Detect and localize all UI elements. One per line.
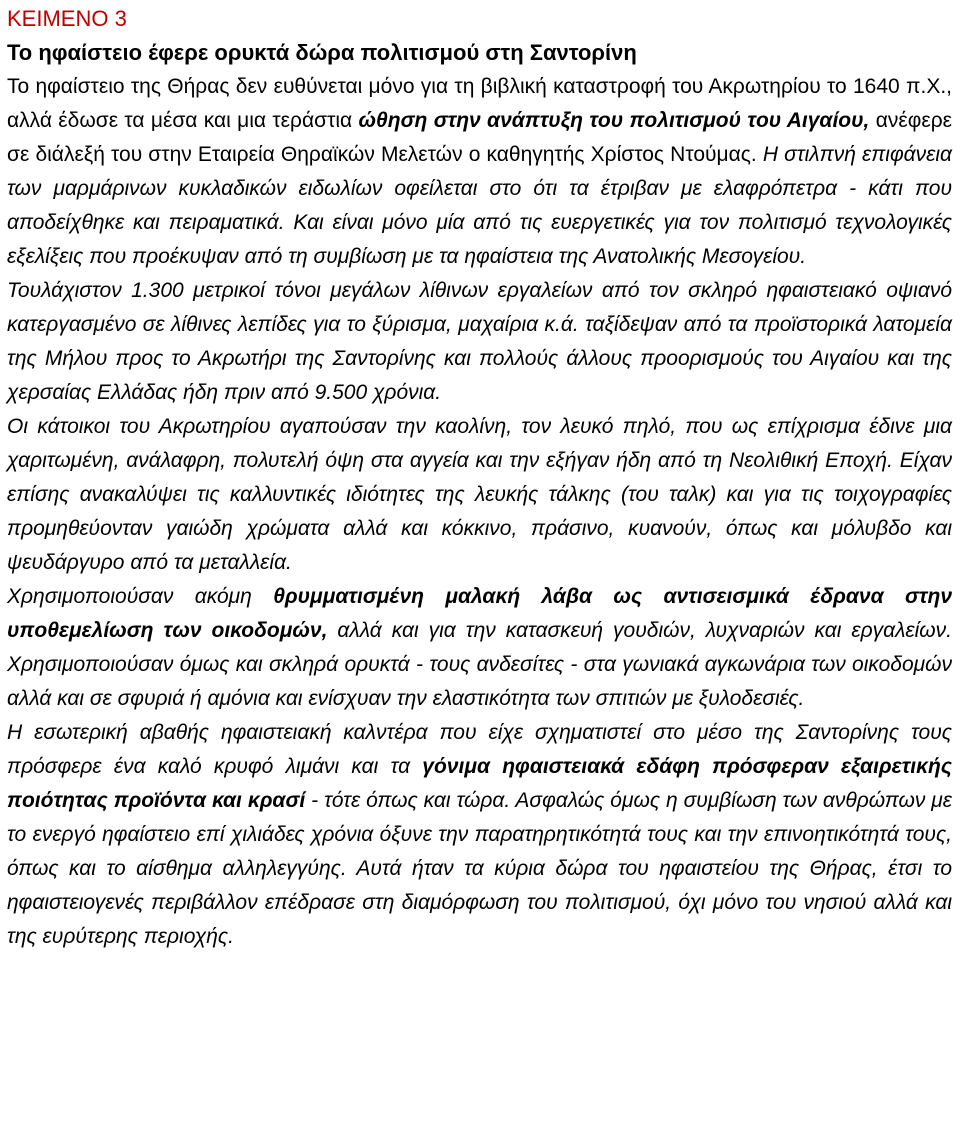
paragraph-3: Οι κάτοικοι του Ακρωτηρίου αγαπούσαν την καολίνη, τον λευκό πηλό, που ως επίχρισμα έδινε μια χαριτωμένη, ανάλαφρη, πολυτελή όψη στα αγγεία και την εξήγαν ήδη από τη Νεολιθική Εποχή. Είχαν επίσης ανακαλύψει τις καλλυντικές ιδιότητες της λευκής τάλκης (του ταλκ) και για τις τοιχογραφίες προμηθεύονταν γαιώδη χρώματα αλλά και κόκκινο, πράσινο, κυανούν, όπως και μόλυβδο και ψευδάργυρο από τα μεταλλεία.	[7, 415, 952, 574]
paragraph-4-text-a: Χρησιμοποιούσαν ακόμη	[7, 585, 274, 608]
paragraph-4-emphasis: θρυμματισμένη μαλακή λάβα ως αντισεισμικά έδρανα στην υποθεμελίωση των οικοδομών,	[7, 585, 953, 642]
paragraph-5-text-a: Η εσωτερική αβαθής ηφαιστειακή καλντέρα που είχε σχηματιστεί στο μέσο της Σαντορίνης τους πρόσφερε ένα καλό κρυφό λιμάνι και τα	[7, 721, 952, 778]
paragraph-4	[7, 580, 952, 716]
paragraph-4-text-c: αλλά και για την κατασκευή γουδιών, λυχναριών και εργαλείων. Χρησιμοποιούσαν όμως και σκληρά ορυκτά - τους ανδεσίτες - στα γωνιακά αγκωνάρια των οικοδομών αλλά και σε σφυριά ή αμόνια και ενίσχυαν την ελαστικότητα των σπιτιών με ξυλοδεσιές.	[7, 619, 952, 710]
paragraph-1-text-d: Η στιλπνή επιφάνεια των μαρμάρινων κυκλαδικών ειδωλίων οφείλεται στο ότι τα έτριβαν με ελαφρόπετρα - κάτι που αποδείχθηκε και πειραματικά. Και είναι μόνο μία από τις ευεργετικές για τον πολιτισμό τεχνολογικές εξελίξεις που προέκυψαν από τη συμβίωση με τα ηφαίστεια της Ανατολικής Μεσογείου.	[7, 143, 952, 268]
section-label: ΚΕΙΜΕΝΟ 3	[7, 6, 127, 31]
paragraph-5-emphasis: γόνιμα ηφαιστειακά εδάφη πρόσφεραν εξαιρετικής ποιότητας προϊόντα και κρασί	[7, 755, 952, 812]
paragraph-5-text-c: - τότε όπως και τώρα. Ασφαλώς όμως η συμβίωση των ανθρώπων με το ενεργό ηφαίστειο επί χιλιάδες χρόνια όξυνε την παρατηρητικότητά τους και την επινοητικότητά τους, όπως και το αίσθημα αλληλεγγύης. Αυτά ήταν τα κύρια δώρα του ηφαιστείου της Θήρας, έτσι το ηφαιστειογενές περιβάλλον επέδρασε στη διαμόρφωση του πολιτισμού, όχι μόνο του νησιού αλλά και της ευρύτερης περιοχής.	[7, 789, 952, 948]
paragraph-1-text-a: Το ηφαίστειο της Θήρας δεν ευθύνεται μόνο για τη βιβλική καταστροφή του Ακρωτηρίου το 1640 π.Χ., αλλά έδωσε τα μέσα και μια τεράστια	[7, 75, 952, 132]
paragraph-1	[7, 70, 952, 274]
article-title: Το ηφαίστειο έφερε ορυκτά δώρα πολιτισμού στη Σαντορίνη	[7, 40, 637, 65]
paragraph-5	[7, 716, 952, 954]
paragraph-2: Τουλάχιστον 1.300 μετρικοί τόνοι μεγάλων λίθινων εργαλείων από τον σκληρό ηφαιστειακό οψιανό κατεργασμένο σε λίθινες λεπίδες για το ξύρισμα, μαχαίρια κ.ά. ταξίδεψαν από τα προϊστορικά λατομεία της Μήλου προς το Ακρωτήρι της Σαντορίνης και πολλούς άλλους προορισμούς του Αιγαίου και της χερσαίας Ελλάδας ήδη πριν από 9.500 χρόνια.	[7, 279, 952, 404]
paragraph-1-emphasis: ώθηση στην ανάπτυξη του πολιτισμού του Αιγαίου,	[358, 109, 870, 132]
paragraph-1-text-c: ανέφερε σε διάλεξή του στην Εταιρεία Θηραϊκών Μελετών ο καθηγητής Χρίστος Ντούμας.	[7, 109, 952, 166]
